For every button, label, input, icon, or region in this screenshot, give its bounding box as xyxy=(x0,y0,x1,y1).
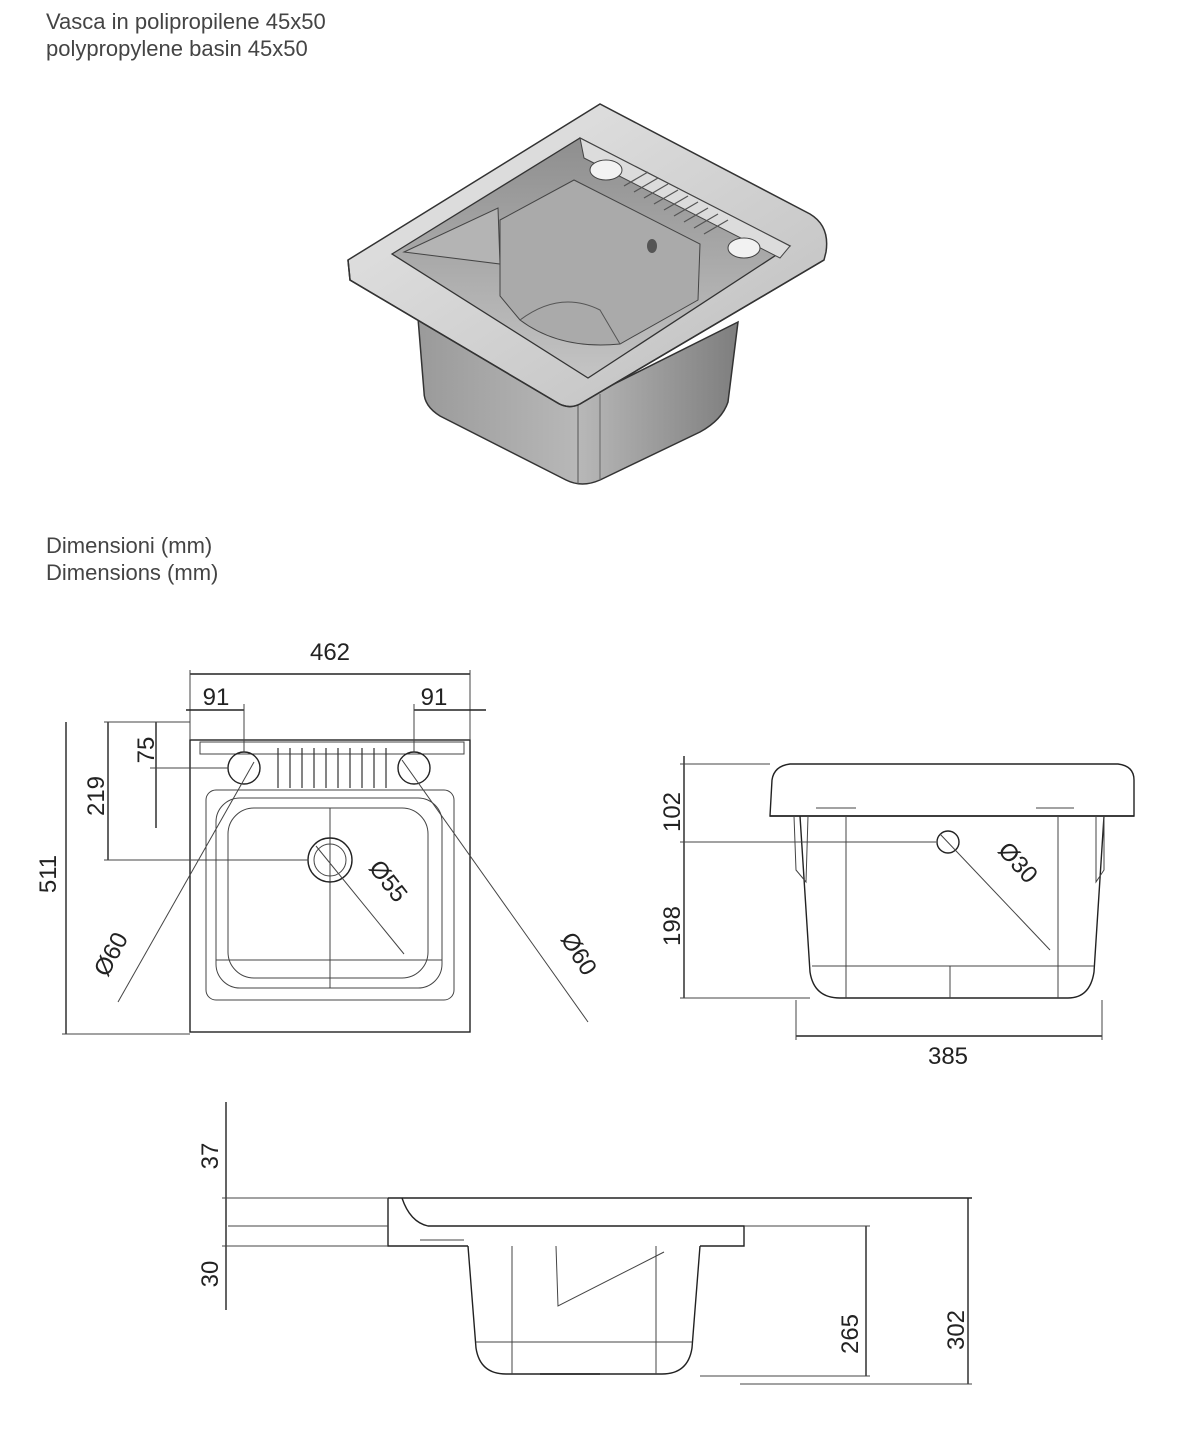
top-view-dimensions xyxy=(35,639,602,1034)
product-title-italian: Vasca in polipropilene 45x50 xyxy=(46,9,326,34)
dim-left-hole-diameter: Ø60 xyxy=(88,928,134,981)
dim-body-width: 385 xyxy=(927,1043,969,1070)
dim-overall-depth: 511 xyxy=(35,854,62,894)
product-title-english: polypropylene basin 45x50 xyxy=(46,36,308,61)
dim-hole-row-depth: 75 xyxy=(133,736,160,764)
dimensions-heading-italian: Dimensioni (mm) xyxy=(46,533,213,558)
dim-rim-height: 102 xyxy=(659,791,686,833)
side-view-dimensions xyxy=(659,756,1102,1070)
dim-overall-height: 302 xyxy=(943,1309,970,1351)
dim-right-hole-offset: 91 xyxy=(420,684,448,711)
dim-body-height: 198 xyxy=(659,905,686,947)
top-view-drawing xyxy=(190,740,470,1032)
dim-rim-step: 30 xyxy=(197,1260,224,1288)
dim-drain-diameter: Ø55 xyxy=(363,855,413,908)
dimensions-heading-english: Dimensions (mm) xyxy=(46,560,219,585)
dim-left-hole-offset: 91 xyxy=(202,684,230,711)
dim-right-hole-diameter: Ø60 xyxy=(554,927,602,981)
basin-3d-render xyxy=(348,104,827,484)
dim-inner-height: 265 xyxy=(837,1313,864,1355)
side-view-drawing xyxy=(770,764,1134,998)
dim-overall-width: 462 xyxy=(309,639,351,666)
dim-overflow-diameter: Ø30 xyxy=(992,837,1043,889)
dim-top-step: 37 xyxy=(197,1142,224,1170)
dim-drain-depth: 219 xyxy=(83,775,110,817)
